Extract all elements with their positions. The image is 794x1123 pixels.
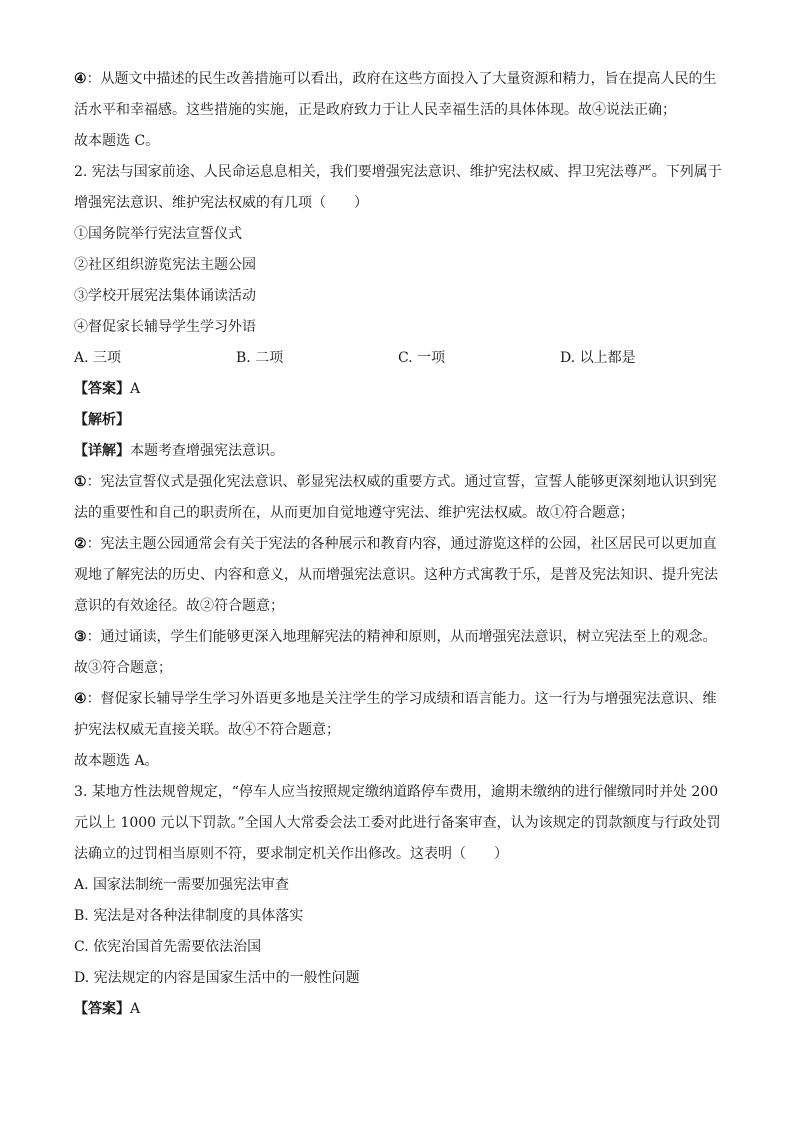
prev-point-4-line-1: ④：从题文中描述的民生改善措施可以看出，政府在这些方面投入了大量资源和精力，旨在提高人民的生 bbox=[74, 71, 717, 87]
q2-explain-1-line-2: 法的重要性和自己的职责所在，从而更加自觉地遵守宪法、维护宪法权威。故①符合题意； bbox=[74, 505, 634, 521]
q2-options bbox=[74, 343, 724, 374]
q2-explain-2-line-1: ②：宪法主题公园通常会有关于宪法的各种展示和教育内容，通过游览这样的公园，社区居民可以更加直 bbox=[74, 536, 717, 552]
q3-stem-line-2: 元以上 1000 元以下罚款。”全国人大常委会法工委对此进行备案审查，认为该规定的罚款额度与行政处罚 bbox=[74, 815, 721, 831]
q2-item-2: ②社区组织游览宪法主题公园 bbox=[74, 257, 256, 273]
q2-explain-2-line-3: 意识的有效途径。故②符合题意； bbox=[74, 598, 284, 614]
q2-option-a: A. 三项 bbox=[74, 350, 122, 366]
q2-explain-3-line-1: ③：通过诵读，学生们能够更深入地理解宪法的精神和原则，从而增强宪法意识，树立宪法至上的观念。 bbox=[74, 629, 717, 645]
q3-stem-line-1: 3. 某地方性法规曾规定，“停车人应当按照规定缴纳道路停车费用，逾期未缴纳的进行催缴同时并处 200 bbox=[74, 784, 719, 800]
q3-option-d: D. 宪法规定的内容是国家生活中的一般性问题 bbox=[74, 970, 360, 986]
prev-conclusion: 故本题选 C。 bbox=[74, 133, 160, 149]
q2-explain-2-line-2: 观地了解宪法的历史、内容和意义，从而增强宪法意识。这种方式寓教于乐，是普及宪法知识、提升宪法 bbox=[74, 567, 718, 583]
q2-item-3: ③学校开展宪法集体诵读活动 bbox=[74, 288, 256, 304]
q2-answer: 【答案】A bbox=[74, 381, 141, 397]
q3-answer: 【答案】A bbox=[74, 1001, 141, 1017]
q2-item-1: ①国务院举行宪法宣誓仪式 bbox=[74, 226, 242, 242]
document-page bbox=[74, 64, 724, 1025]
q3-option-c: C. 依宪治国首先需要依法治国 bbox=[74, 939, 262, 955]
q2-analysis-label: 【解析】 bbox=[74, 412, 130, 428]
q2-explain-4-line-2: 护宪法权威无直接关联。故④不符合题意； bbox=[74, 722, 340, 738]
q2-option-d: D. 以上都是 bbox=[560, 350, 636, 366]
q2-item-4: ④督促家长辅导学生学习外语 bbox=[74, 319, 256, 335]
q3-option-b: B. 宪法是对各种法律制度的具体落实 bbox=[74, 908, 304, 924]
marker: ④ bbox=[74, 71, 87, 87]
q2-conclusion: 故本题选 A。 bbox=[74, 753, 159, 769]
q2-explain-1-line-1: ①：宪法宣誓仪式是强化宪法意识、彰显宪法权威的重要方式。通过宣誓，宣誓人能够更深刻地认识到宪 bbox=[74, 474, 717, 490]
q3-stem-line-3: 法确立的过罚相当原则不符，要求制定机关作出修改。这表明（ ） bbox=[74, 846, 508, 862]
q2-stem-line-2: 增强宪法意识、维护宪法权威的有几项（ ） bbox=[74, 195, 368, 211]
q2-explain-4-line-1: ④：督促家长辅导学生学习外语更多地是关注学生的学习成绩和语言能力。这一行为与增强宪法意识、维 bbox=[74, 691, 717, 707]
q2-option-b: B. 二项 bbox=[236, 350, 284, 366]
q3-option-a: A. 国家法制统一需要加强宪法审查 bbox=[74, 877, 290, 893]
prev-point-4-line-2: 活水平和幸福感。这些措施的实施，正是政府致力于让人民幸福生活的具体体现。故④说法正确； bbox=[74, 102, 676, 118]
q2-detail: 【详解】本题考查增强宪法意识。 bbox=[74, 443, 284, 459]
q2-option-c: C. 一项 bbox=[398, 350, 446, 366]
q2-explain-3-line-2: 故③符合题意； bbox=[74, 660, 172, 676]
q2-stem-line-1: 2. 宪法与国家前途、人民命运息息相关，我们要增强宪法意识、维护宪法权威、捍卫宪法尊严。下列属于 bbox=[74, 164, 722, 180]
